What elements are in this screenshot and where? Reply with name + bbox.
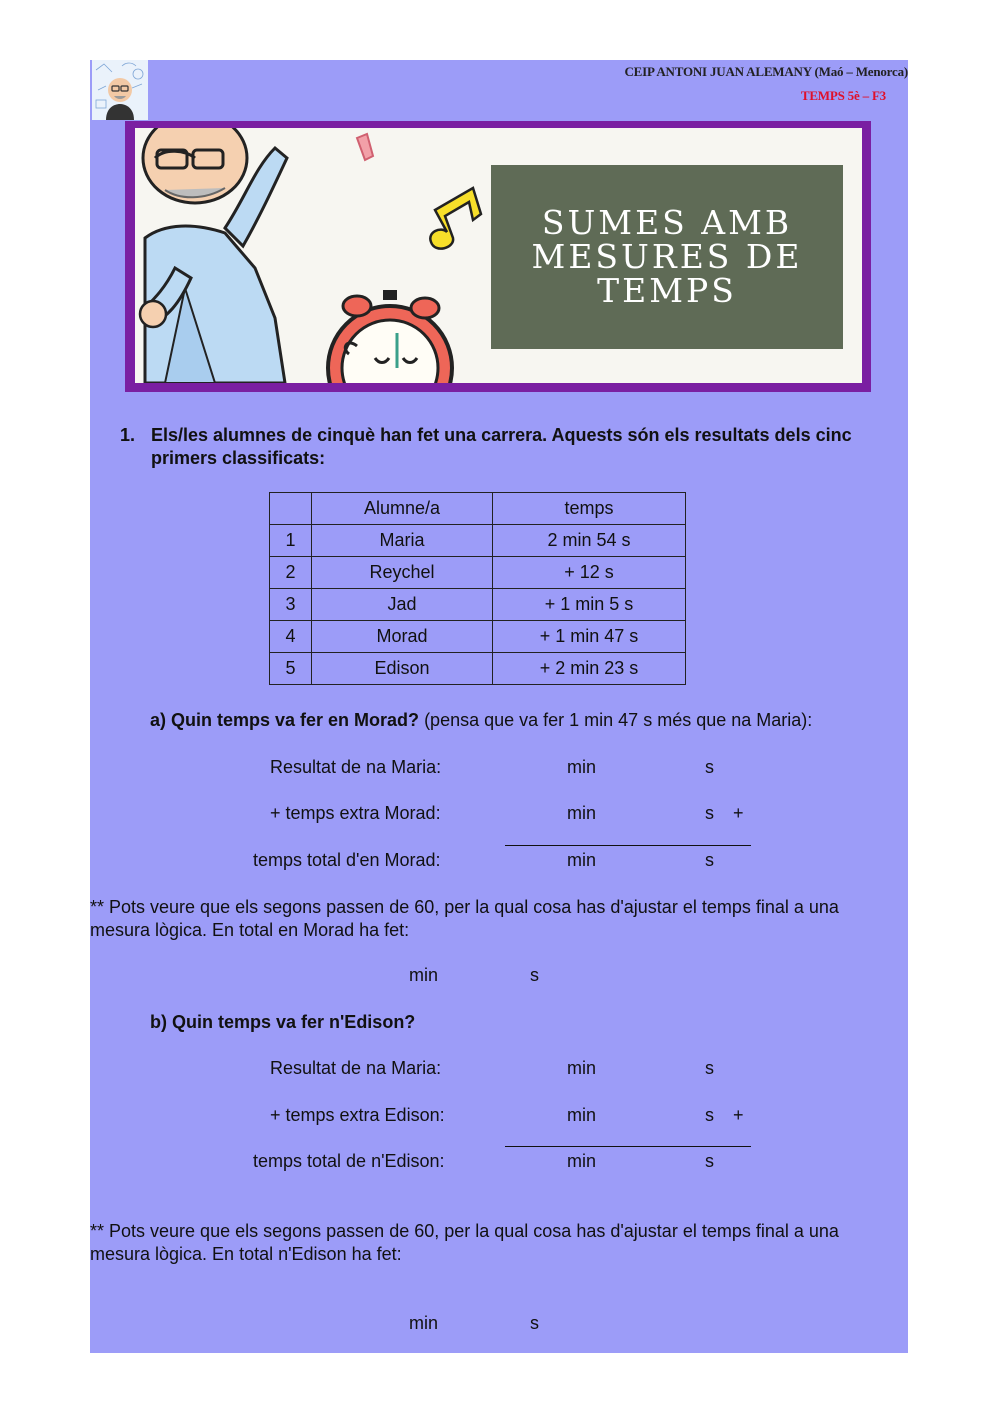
table-header-cell <box>270 493 312 525</box>
part-b-label-1: Resultat de na Maria: <box>270 1058 442 1078</box>
table-row <box>270 621 686 653</box>
banner-title-box <box>491 165 843 349</box>
table-cell: Morad <box>312 621 493 653</box>
sum-line <box>505 1146 751 1147</box>
plus-sign: + <box>733 1105 744 1125</box>
sum-line <box>505 845 751 846</box>
min-unit: min <box>567 1151 597 1171</box>
table-row <box>270 653 686 685</box>
title-banner <box>125 121 871 392</box>
avatar-icon <box>92 60 148 120</box>
school-name: CEIP ANTONI JUAN ALEMANY (Maó – Menorca) <box>624 64 908 79</box>
table-header-row <box>270 493 686 525</box>
question-number: 1. <box>120 425 136 445</box>
part-a-label-1: Resultat de na Maria: <box>270 757 442 777</box>
table-cell: + 1 min 47 s <box>493 621 686 653</box>
part-a-label-3: temps total d'en Morad: <box>253 850 441 870</box>
school-header <box>624 64 908 104</box>
table-cell: 5 <box>270 653 312 685</box>
s-unit: s <box>705 1151 714 1171</box>
table-cell: Maria <box>312 525 493 557</box>
part-b-label-2: + temps extra Edison: <box>270 1105 445 1125</box>
min-unit: min <box>567 757 597 777</box>
table-cell: + 1 min 5 s <box>493 589 686 621</box>
table-row <box>270 589 686 621</box>
s-unit: s <box>705 757 714 777</box>
part-a-note: ** Pots veure que els segons passen de 60, per la qual cosa has d'ajustar el temps final a una mesura lògica. En total en Morad ha fet: <box>90 897 839 940</box>
s-unit: s <box>705 850 714 870</box>
table-row <box>270 525 686 557</box>
min-unit: min <box>409 1313 439 1333</box>
part-a-label-2: + temps extra Morad: <box>270 803 441 823</box>
race-results-table <box>269 492 686 685</box>
min-unit: min <box>567 1105 597 1125</box>
table-cell: 1 <box>270 525 312 557</box>
table-cell: Reychel <box>312 557 493 589</box>
table-header-cell: Alumne/a <box>312 493 493 525</box>
min-unit: min <box>409 965 439 985</box>
banner-title-line: MESURES DE <box>531 237 803 276</box>
part-b-question <box>150 1012 415 1033</box>
banner-title-line: SUMES AMB <box>541 203 793 242</box>
part-a-question <box>150 710 812 731</box>
banner-illustration <box>135 128 862 383</box>
table-cell: 3 <box>270 589 312 621</box>
part-b-note: ** Pots veure que els segons passen de 60, per la qual cosa has d'ajustar el temps final a una mesura lògica. En total n'Edison ha fet: <box>90 1221 839 1264</box>
table-cell: + 2 min 23 s <box>493 653 686 685</box>
part-b-label-3: temps total de n'Edison: <box>253 1151 445 1171</box>
question-text: Els/les alumnes de cinquè han fet una carrera. Aquests són els resultats dels cinc primers classificats: <box>151 425 852 468</box>
table-cell: Jad <box>312 589 493 621</box>
min-unit: min <box>567 850 597 870</box>
part-a-hint: (pensa que va fer 1 min 47 s més que na Maria): <box>419 710 813 730</box>
banner-title-line: TEMPS <box>597 271 737 310</box>
question-1 <box>120 424 900 470</box>
s-unit: s <box>530 1313 539 1333</box>
table-cell: + 12 s <box>493 557 686 589</box>
table-cell: 2 min 54 s <box>493 525 686 557</box>
plus-sign: + <box>733 803 744 823</box>
teacher-avatar-logo <box>92 60 148 120</box>
part-b-bold: b) Quin temps va fer n'Edison? <box>150 1012 416 1032</box>
table-row <box>270 557 686 589</box>
table-cell: Edison <box>312 653 493 685</box>
min-unit: min <box>567 803 597 823</box>
s-unit: s <box>705 803 714 823</box>
table-cell: 4 <box>270 621 312 653</box>
part-a-bold: a) Quin temps va fer en Morad? <box>150 710 420 730</box>
s-unit: s <box>530 965 539 985</box>
s-unit: s <box>705 1058 714 1078</box>
table-cell: 2 <box>270 557 312 589</box>
min-unit: min <box>567 1058 597 1078</box>
s-unit: s <box>705 1105 714 1125</box>
subject-code: TEMPS 5è – F3 <box>800 88 886 103</box>
table-header-cell: temps <box>493 493 686 525</box>
